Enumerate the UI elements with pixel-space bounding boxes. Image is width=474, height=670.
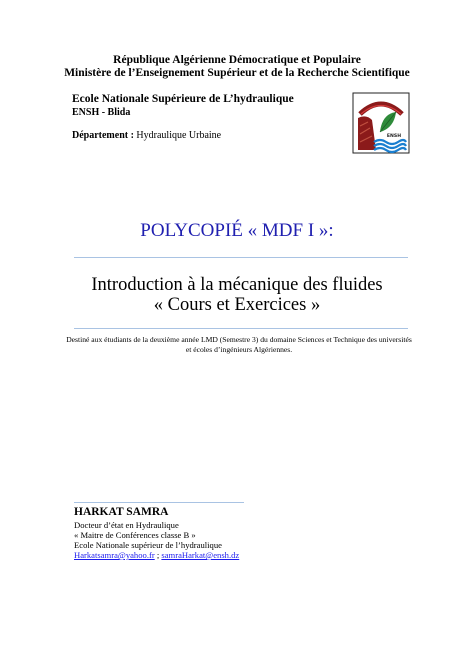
author-name: HARKAT SAMRA (74, 506, 169, 518)
department-value: Hydraulique Urbaine (136, 130, 222, 141)
email-link-ensh[interactable]: samraHarkat@ensh.dz (161, 550, 240, 560)
email-separator: ; (154, 550, 162, 560)
ensh-logo-icon (352, 92, 410, 154)
document-title: POLYCOPIÉ « MDF I »: (140, 220, 334, 241)
republic-title: République Algérienne Démocratique et Populaire (113, 54, 361, 66)
title-divider (74, 257, 408, 258)
subtitle-line2: « Cours et Exercices » (153, 295, 321, 315)
author-emails (74, 550, 239, 560)
subtitle-divider (74, 328, 408, 329)
ministry-title: Ministère de l’Enseignement Supérieur et de la Recherche Scientifique (64, 67, 410, 79)
subtitle-line1: Introduction à la mécanique des fluides (91, 275, 383, 295)
author-institution: Ecole Nationale supérieur de l’hydraulique (74, 540, 222, 550)
logo-text: ENSH (386, 134, 402, 139)
audience-description: Destiné aux étudiants de la deuxième année LMD (Semestre 3) du domaine Sciences et Technique des universités et écoles d’ingénieurs Algériennes. (66, 335, 412, 354)
author-degree: Docteur d’état en Hydraulique (74, 520, 179, 530)
department-label: Département : (72, 130, 134, 141)
school-abbreviation: ENSH - Blida (72, 107, 131, 118)
department (72, 130, 221, 141)
author-divider (74, 502, 244, 503)
author-rank: « Maitre de Conférences classe B » (74, 530, 196, 540)
email-link-yahoo[interactable]: Harkatsamra@yahoo.fr (74, 550, 155, 560)
school-name: Ecole Nationale Supérieure de L’hydraulique (72, 93, 294, 105)
